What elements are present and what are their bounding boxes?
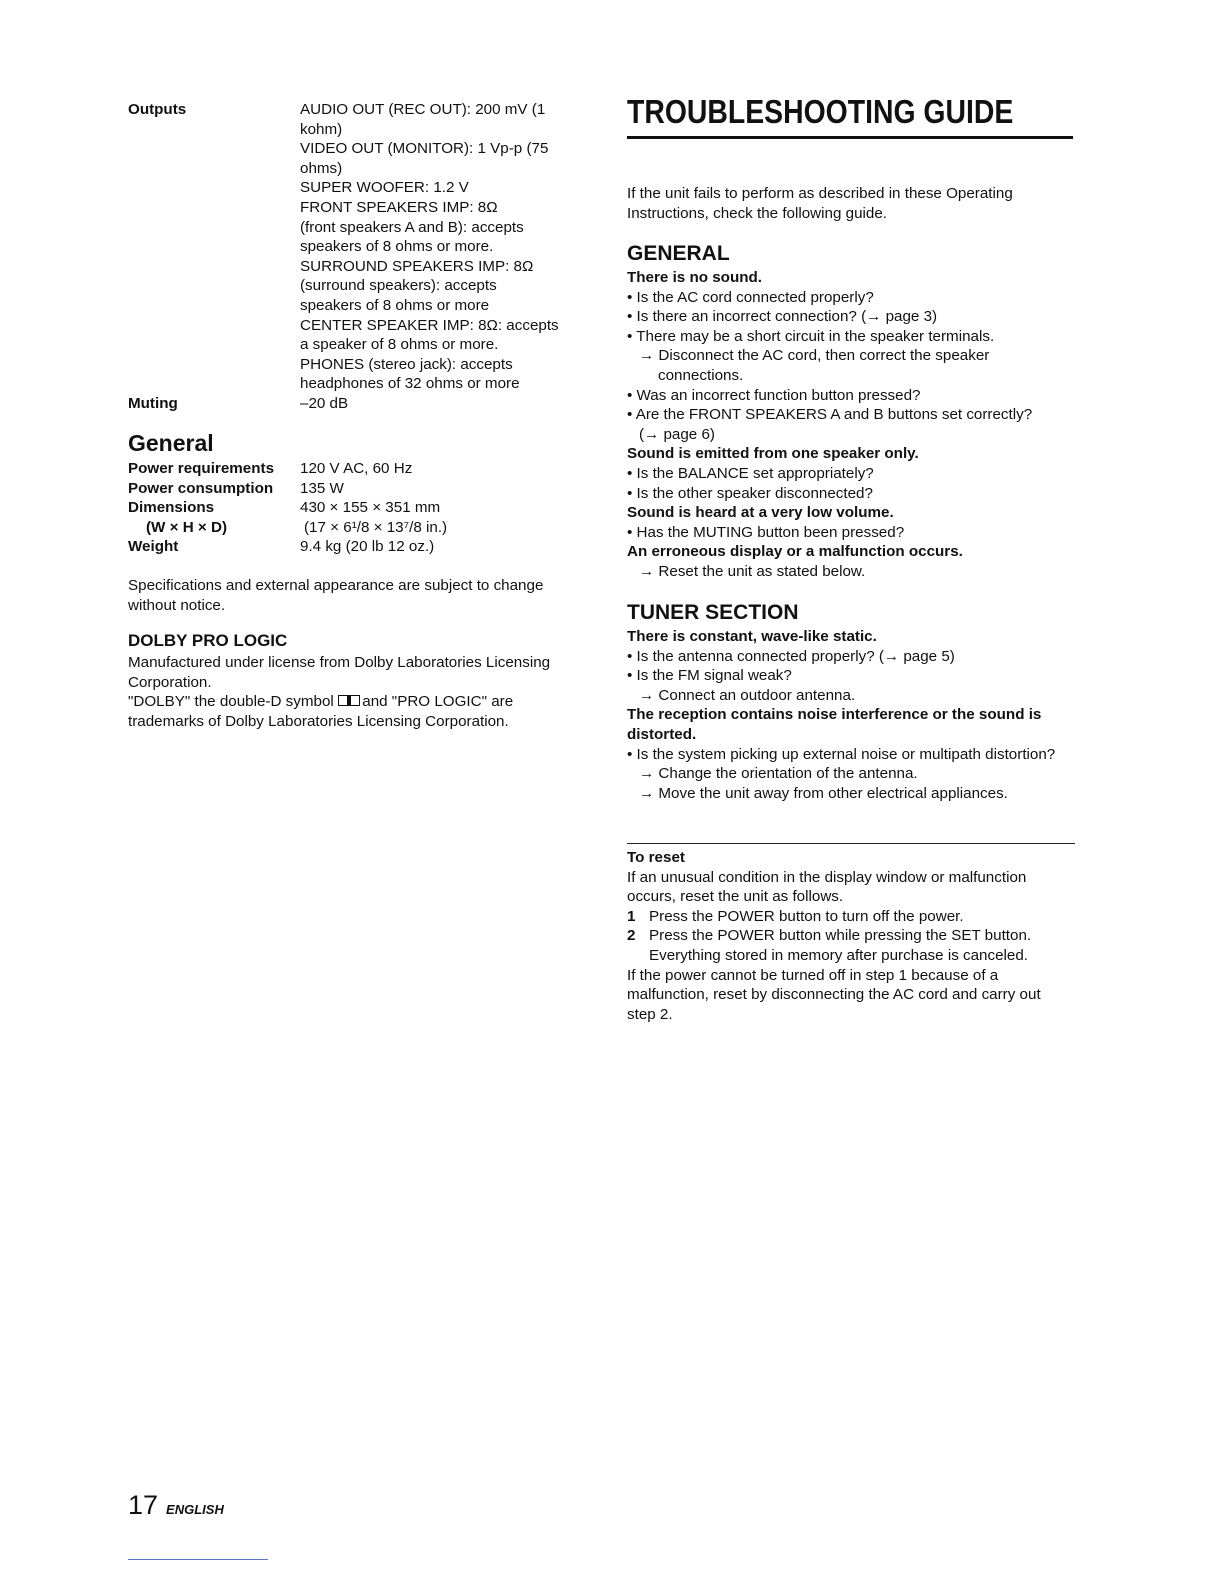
outputs-value-line: SURROUND SPEAKERS IMP: 8Ω xyxy=(300,257,534,275)
dolby-heading: DOLBY PRO LOGIC xyxy=(128,631,288,650)
dolby-line: Corporation. xyxy=(128,673,212,691)
step-text: Everything stored in memory after purchase is canceled. xyxy=(649,946,1029,964)
dolby-line xyxy=(128,692,578,712)
spec-row-value: 135 W xyxy=(300,480,344,497)
problem-heading: Sound is emitted from one speaker only. xyxy=(627,445,919,463)
reset-heading: To reset xyxy=(627,849,685,866)
check-item: • Was an incorrect function button pressed? xyxy=(627,386,921,404)
reset-step-2 xyxy=(627,926,1075,946)
check-item: • Is the other speaker disconnected? xyxy=(627,484,873,502)
tuner-section-heading: TUNER SECTION xyxy=(627,601,799,624)
outputs-value-line: headphones of 32 ohms or more xyxy=(300,375,520,393)
spec-row-label: Power requirements xyxy=(128,460,275,477)
spec-row-label: Power consumption xyxy=(128,480,274,497)
reset-box xyxy=(627,848,1075,1024)
step-number: 1 xyxy=(627,907,636,925)
remedy-item: connections. xyxy=(658,366,744,384)
muting-label: Muting xyxy=(128,395,178,412)
intro-text xyxy=(627,184,1075,223)
dolby-line: trademarks of Dolby Laboratories Licensing Corporation. xyxy=(128,712,509,730)
outputs-value-line: (front speakers A and B): accepts xyxy=(300,218,524,236)
check-item: • Is the antenna connected properly? (→ page 5) xyxy=(627,647,955,665)
dolby-line-part: and "PRO LOGIC" are xyxy=(362,693,514,711)
step-number: 2 xyxy=(627,927,636,945)
reset-divider xyxy=(627,843,1075,844)
spec-notice-line: Specifications and external appearance are subject to change xyxy=(128,577,544,594)
problem-heading: There is constant, wave-like static. xyxy=(627,628,877,645)
spec-row-label: (W × H × D) xyxy=(146,519,228,536)
outputs-value-line: (surround speakers): accepts xyxy=(300,277,497,295)
outputs-value-line: ohms) xyxy=(300,159,343,177)
check-item: • Is the AC cord connected properly? xyxy=(627,288,874,306)
spec-row-label: Dimensions xyxy=(128,499,215,516)
outputs-value-line: FRONT SPEAKERS IMP: 8Ω xyxy=(300,198,498,216)
problem-heading: distorted. xyxy=(627,725,697,743)
outputs-values xyxy=(300,100,580,394)
outputs-value-line: AUDIO OUT (REC OUT): 200 mV (1 xyxy=(300,101,546,118)
check-item: • There may be a short circuit in the speaker terminals. xyxy=(627,327,995,345)
double-d-logo-icon xyxy=(338,695,358,706)
outputs-value-line: SUPER WOOFER: 1.2 V xyxy=(300,179,469,197)
remedy-item: → Move the unit away from other electrical appliances. xyxy=(639,784,1008,802)
check-item: • Is the system picking up external noise or multipath distortion? xyxy=(627,745,1056,763)
check-item: • Are the FRONT SPEAKERS A and B buttons set correctly? xyxy=(627,406,1033,424)
outputs-value-line: PHONES (stereo jack): accepts xyxy=(300,355,513,373)
check-item: • Is the FM signal weak? xyxy=(627,667,792,685)
page-footer xyxy=(128,1490,224,1520)
outputs-label: Outputs xyxy=(128,101,187,118)
outputs-value-line: speakers of 8 ohms or more xyxy=(300,296,490,314)
general-troubleshooting-list xyxy=(627,268,1075,582)
reset-line: malfunction, reset by disconnecting the AC cord and carry out xyxy=(627,986,1041,1004)
reset-line: occurs, reset the unit as follows. xyxy=(627,888,844,906)
dolby-text xyxy=(128,653,578,731)
spec-row-label: Weight xyxy=(128,538,179,555)
step-text: Press the POWER button while pressing the SET button. xyxy=(649,927,1032,945)
intro-line: Instructions, check the following guide. xyxy=(627,204,888,222)
remedy-item: (→ page 6) xyxy=(639,425,715,443)
remedy-item: → Connect an outdoor antenna. xyxy=(639,686,856,704)
outputs-value-line: CENTER SPEAKER IMP: 8Ω: accepts xyxy=(300,316,559,334)
tuner-troubleshooting-list xyxy=(627,627,1075,803)
muting-value: –20 dB xyxy=(300,395,349,412)
check-item: • Is the BALANCE set appropriately? xyxy=(627,464,874,482)
language-label: ENGLISH xyxy=(166,1502,224,1517)
outputs-value-line: a speaker of 8 ohms or more. xyxy=(300,336,499,354)
spec-row-value: 120 V AC, 60 Hz xyxy=(300,460,413,477)
check-item: • Has the MUTING button been pressed? xyxy=(627,523,905,541)
spec-row-value: 430 × 155 × 351 mm xyxy=(300,499,441,516)
problem-heading: Sound is heard at a very low volume. xyxy=(627,504,894,522)
general-heading: General xyxy=(128,430,214,456)
general-section-heading: GENERAL xyxy=(627,242,730,265)
remedy-item: → Disconnect the AC cord, then correct the speaker xyxy=(639,347,990,365)
problem-heading: The reception contains noise interference or the sound is xyxy=(627,706,1042,724)
remedy-item: → Reset the unit as stated below. xyxy=(639,562,866,580)
dolby-line: Manufactured under license from Dolby Laboratories Licensing xyxy=(128,654,551,671)
title-underline xyxy=(627,136,1073,139)
spec-notice xyxy=(128,576,578,615)
footer-rule xyxy=(128,1559,268,1560)
reset-line: step 2. xyxy=(627,1005,673,1023)
reset-line: If an unusual condition in the display window or malfunction xyxy=(627,868,1027,886)
spec-notice-line: without notice. xyxy=(128,596,226,614)
spec-row-value: (17 × 6¹/8 × 13⁷/8 in.) xyxy=(304,519,448,536)
step-text: Press the POWER button to turn off the power. xyxy=(649,907,964,925)
reset-step-1 xyxy=(627,907,1075,927)
check-item: • Is there an incorrect connection? (→ page 3) xyxy=(627,308,938,326)
dolby-line-part: "DOLBY" the double-D symbol xyxy=(128,693,334,711)
outputs-value-line: VIDEO OUT (MONITOR): 1 Vp-p (75 xyxy=(300,140,549,158)
page-number: 17 xyxy=(128,1490,159,1520)
outputs-value-line: speakers of 8 ohms or more. xyxy=(300,238,494,256)
page-title: TROUBLESHOOTING GUIDE xyxy=(627,93,1014,130)
spec-row-value: 9.4 kg (20 lb 12 oz.) xyxy=(300,538,435,555)
remedy-item: → Change the orientation of the antenna. xyxy=(639,765,918,783)
intro-line: If the unit fails to perform as described in these Operating xyxy=(627,185,1013,202)
outputs-value-line: kohm) xyxy=(300,120,343,138)
problem-heading: There is no sound. xyxy=(627,269,763,286)
problem-heading: An erroneous display or a malfunction occurs. xyxy=(627,543,963,561)
reset-line: If the power cannot be turned off in step 1 because of a xyxy=(627,966,999,984)
